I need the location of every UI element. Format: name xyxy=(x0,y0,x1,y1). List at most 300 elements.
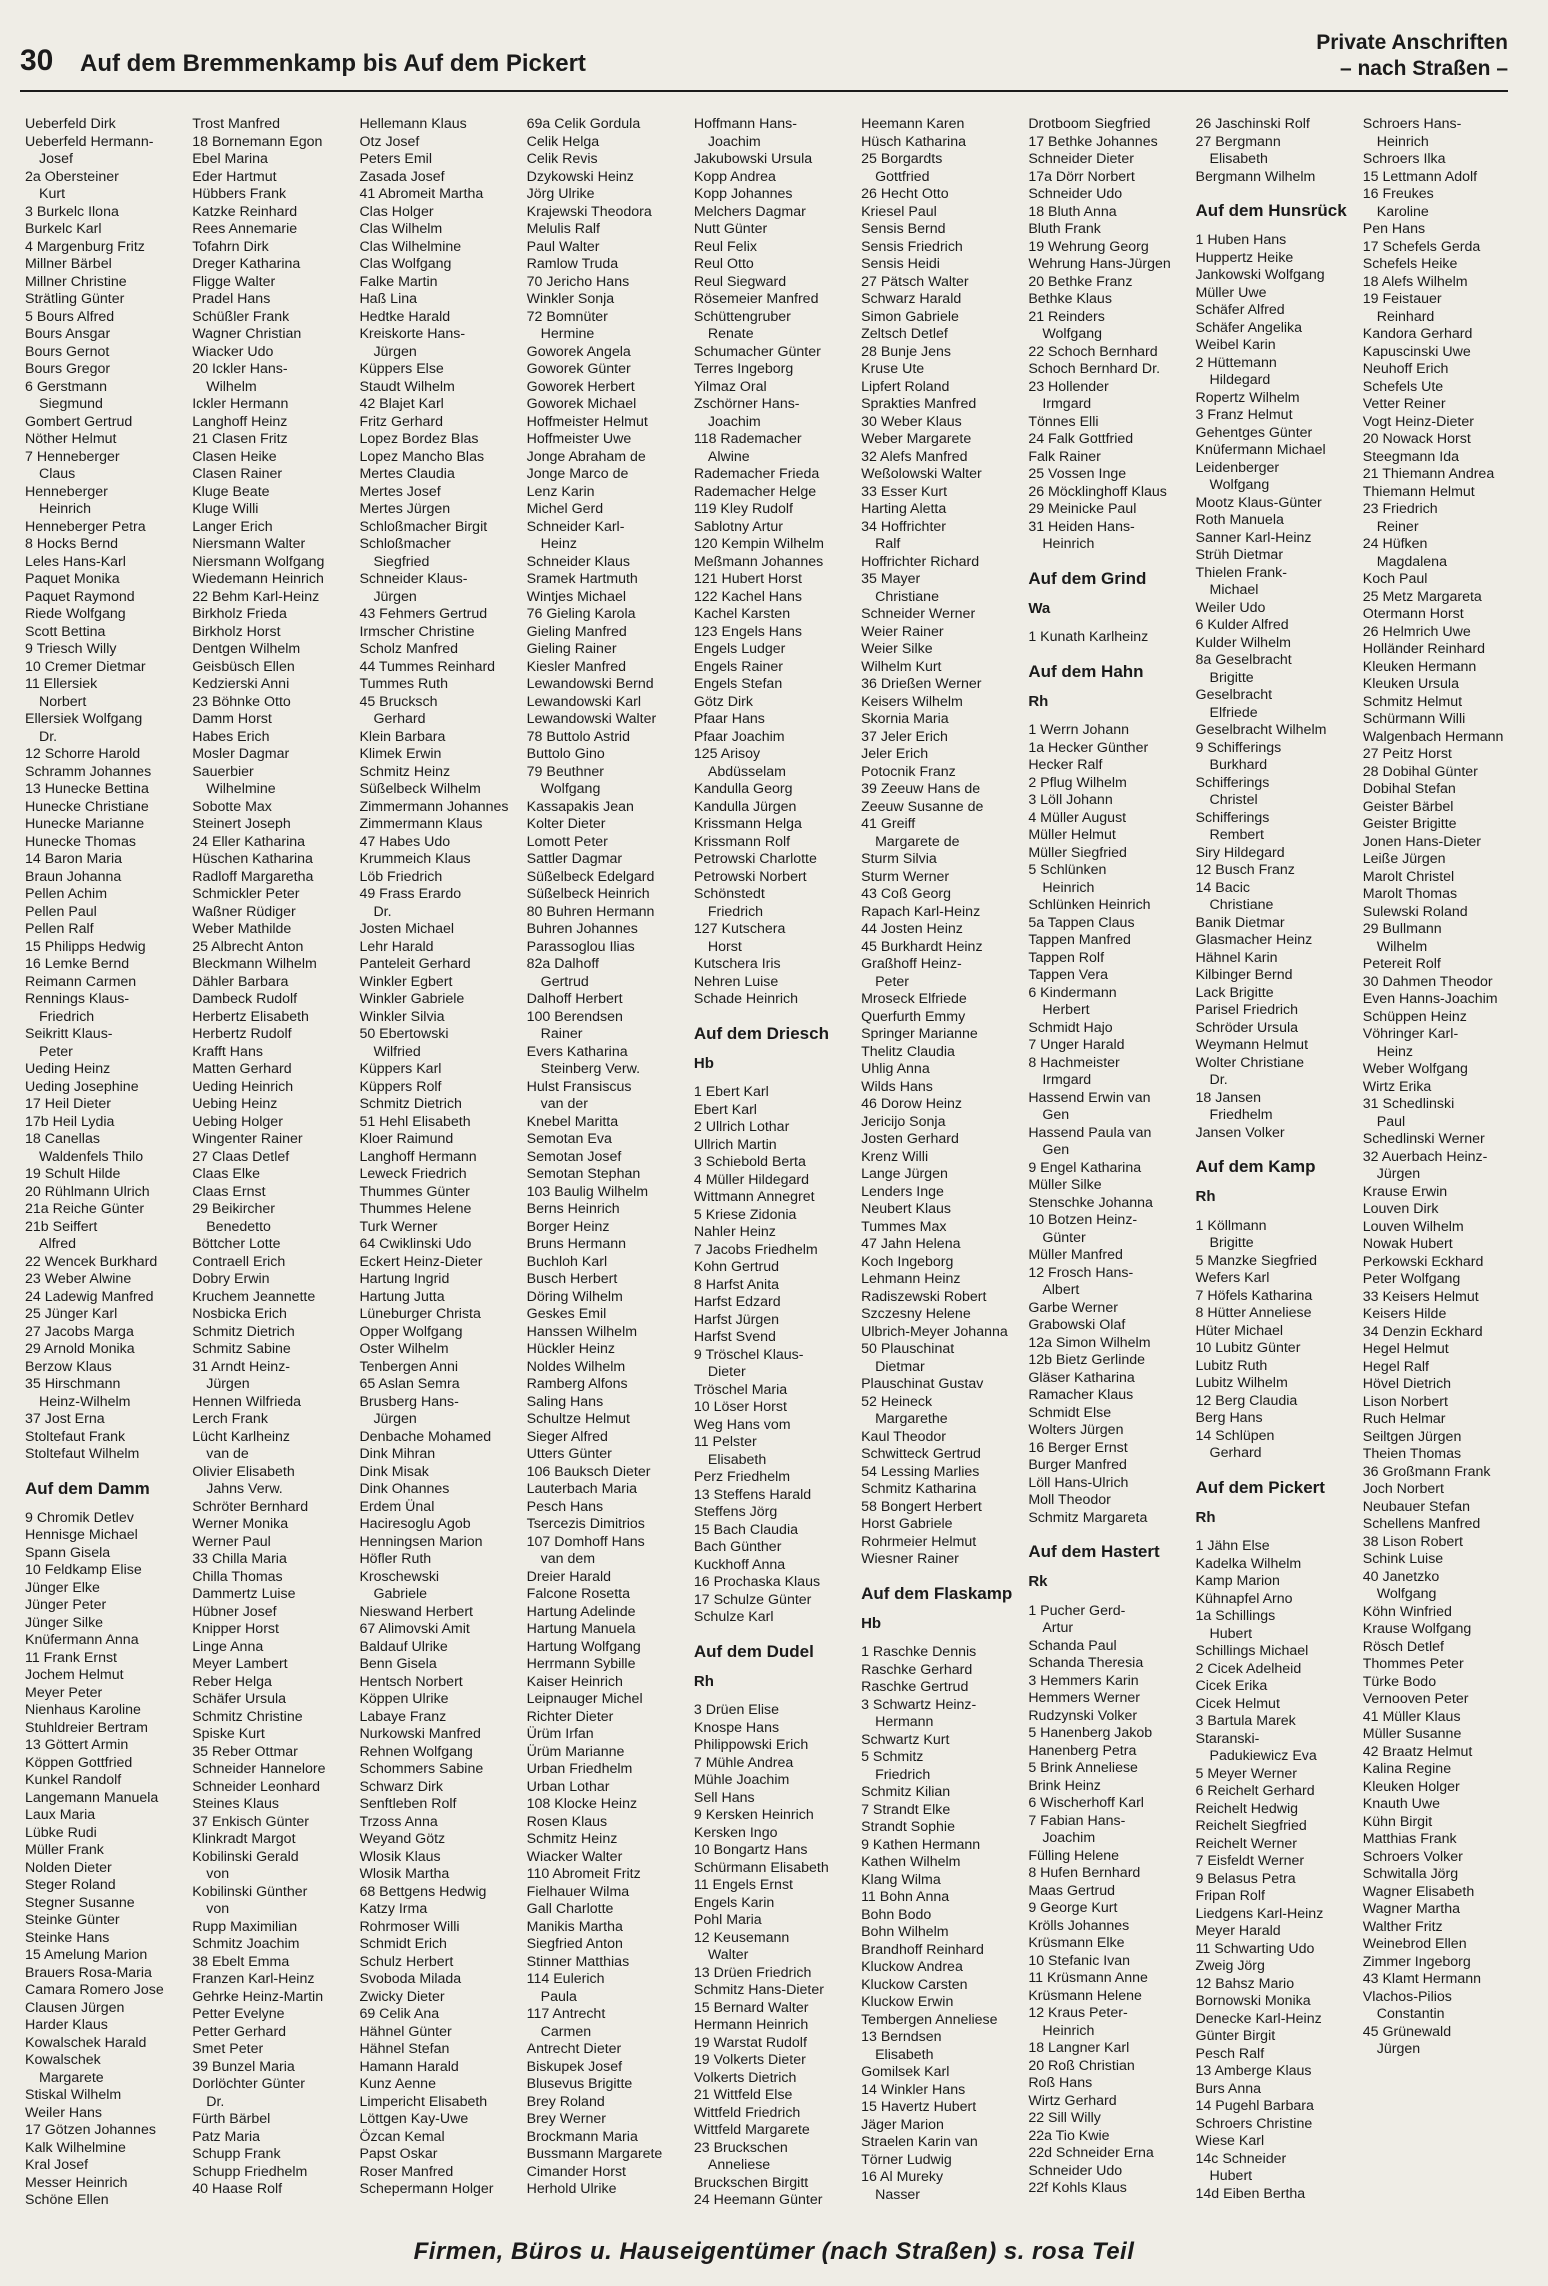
resident-name: Rennings Klaus- xyxy=(25,991,130,1007)
resident-entry xyxy=(359,991,514,1009)
resident-name: Svoboda Milada xyxy=(359,1971,462,1987)
resident-entry xyxy=(192,326,347,344)
resident-name: Klang Wilma xyxy=(861,1871,941,1888)
resident-entry xyxy=(192,501,347,519)
resident-entry xyxy=(861,361,1016,379)
resident-entry xyxy=(1196,1358,1351,1376)
resident-entry xyxy=(527,729,682,747)
resident-name: Staudt Wilhelm xyxy=(359,378,455,395)
resident-name: Claas Ernst xyxy=(192,1183,266,1200)
resident-entry xyxy=(861,1784,1016,1802)
resident-entry xyxy=(359,1796,514,1814)
resident-entry xyxy=(192,1656,347,1674)
resident-name: Müller Siegfried xyxy=(1028,844,1127,861)
resident-name: Schroers Volker xyxy=(1362,1848,1463,1865)
resident-name: 11 Bohn Anna xyxy=(861,1889,950,1905)
resident-name: Roth Manuela xyxy=(1195,512,1284,528)
resident-entry xyxy=(192,1919,347,1937)
resident-name: Schlünken Heinrich xyxy=(1028,897,1151,913)
resident-name: 5 Manzke Siegfried xyxy=(1195,1252,1317,1269)
resident-entry xyxy=(1028,827,1183,845)
resident-name: 4 Müller Hildegard xyxy=(693,1171,810,1188)
resident-entry xyxy=(1028,2093,1183,2111)
resident-name-continuation: Hubert xyxy=(1209,2168,1253,2184)
street-heading: Auf dem Flaskamp xyxy=(861,1583,1013,1603)
resident-name: Josten Gerhard xyxy=(861,1131,959,1147)
resident-name: Biskupek Josef xyxy=(526,2058,623,2075)
resident-entry xyxy=(527,991,682,1009)
resident-entry xyxy=(527,1709,682,1727)
resident-entry xyxy=(359,1604,514,1622)
resident-entry xyxy=(359,956,514,974)
resident-name: Nutt Günter xyxy=(693,221,768,237)
resident-entry xyxy=(1028,204,1183,222)
resident-entry xyxy=(192,1341,347,1359)
resident-entry xyxy=(359,1761,514,1779)
resident-entry xyxy=(1028,845,1183,863)
resident-name: Jörg Ulrike xyxy=(526,186,595,202)
resident-entry xyxy=(1363,501,1518,536)
resident-name: Schloßmacher Birgit xyxy=(359,518,488,535)
resident-entry xyxy=(25,291,180,309)
resident-name: 12 Bahsz Mario xyxy=(1195,1975,1295,1992)
resident-entry xyxy=(25,326,180,344)
resident-entry xyxy=(1196,442,1351,460)
resident-entry xyxy=(1196,512,1351,530)
resident-entry xyxy=(1028,1813,1183,1848)
resident-name: Schmitz Hans-Dieter xyxy=(693,1982,824,1998)
resident-entry xyxy=(1363,1814,1518,1832)
resident-name: Schanda Paul xyxy=(1028,1637,1117,1654)
resident-entry xyxy=(359,466,514,484)
resident-name-continuation: Dr. xyxy=(373,903,392,920)
resident-name: Zeltsch Detlef xyxy=(861,326,948,342)
resident-name: 76 Gieling Karola xyxy=(526,606,636,622)
resident-name-continuation: Constantin xyxy=(1376,2006,1445,2022)
resident-entry xyxy=(1196,1410,1351,1428)
resident-entry xyxy=(359,1131,514,1149)
resident-name: 2 Pflug Wilhelm xyxy=(1028,774,1127,791)
resident-name: 6 Kindermann xyxy=(1028,984,1117,1001)
resident-entry xyxy=(694,886,849,921)
resident-entry xyxy=(192,1726,347,1744)
resident-name: 4 Margenburg Fritz xyxy=(25,238,145,255)
resident-name: Dähler Barbara xyxy=(192,973,289,990)
resident-name: Hüter Michael xyxy=(1195,1322,1284,1339)
resident-name: Höfler Ruth xyxy=(359,1551,432,1567)
resident-name-continuation: Elisabeth xyxy=(875,2046,934,2063)
resident-entry xyxy=(1363,764,1518,782)
resident-entry xyxy=(25,1324,180,1342)
resident-name: 25 Albrecht Anton xyxy=(192,938,304,955)
resident-entry xyxy=(861,1464,1016,1482)
resident-name: Uebing Holger xyxy=(192,1113,283,1130)
resident-entry xyxy=(1028,1638,1183,1656)
resident-name: Schäfer Alfred xyxy=(1195,302,1285,318)
resident-name: Kobilinski Gerald xyxy=(192,1848,299,1865)
resident-name: Gieling Rainer xyxy=(526,641,617,657)
resident-entry xyxy=(1028,2040,1183,2058)
resident-entry xyxy=(25,309,180,327)
resident-entry xyxy=(861,1044,1016,1062)
resident-name: Knüfermann Michael xyxy=(1195,442,1326,458)
resident-name: 24 Falk Gottfried xyxy=(1028,431,1134,447)
resident-name: Kopp Andrea xyxy=(693,168,776,185)
resident-entry xyxy=(694,1790,849,1808)
resident-name: Jonge Marco de xyxy=(526,466,629,482)
resident-entry xyxy=(1028,274,1183,292)
resident-entry xyxy=(192,764,347,799)
resident-name: Bours Ansgar xyxy=(25,326,111,342)
resident-entry xyxy=(1196,1591,1351,1609)
resident-entry xyxy=(359,1726,514,1744)
resident-name-continuation: van der xyxy=(540,1096,588,1112)
street-heading: Auf dem Grind xyxy=(1028,568,1147,588)
resident-name: Krissmann Helga xyxy=(693,816,802,832)
resident-name: 15 Bernard Walter xyxy=(693,1999,809,2016)
resident-name: 39 Bunzel Maria xyxy=(192,2058,295,2075)
resident-name: 1 Huben Hans xyxy=(1195,232,1287,248)
resident-name: Sattler Dagmar xyxy=(526,851,623,867)
resident-entry xyxy=(25,1755,180,1773)
resident-name: Törner Ludwig xyxy=(861,2151,952,2168)
resident-entry xyxy=(694,1912,849,1930)
resident-entry xyxy=(192,1429,347,1464)
resident-entry xyxy=(25,1079,180,1097)
resident-entry xyxy=(527,1849,682,1867)
resident-name: 17 Bethke Johannes xyxy=(1028,133,1158,150)
resident-name: Uhlig Anna xyxy=(861,1061,930,1077)
resident-name: Rehnen Wolfgang xyxy=(359,1743,473,1760)
resident-name: Schmitz Katharina xyxy=(861,1481,977,1497)
resident-entry xyxy=(1363,1009,1518,1027)
resident-entry xyxy=(25,1527,180,1545)
resident-entry xyxy=(1363,431,1518,449)
resident-entry xyxy=(861,2152,1016,2170)
resident-entry xyxy=(861,1907,1016,1925)
resident-name-continuation: von xyxy=(206,1866,230,1882)
resident-name: 38 Ebelt Emma xyxy=(192,1953,290,1970)
resident-entry xyxy=(1363,1359,1518,1377)
street-heading: Auf dem Hunsrück xyxy=(1195,201,1347,220)
resident-name: Trost Manfred xyxy=(192,116,280,132)
resident-name: Hähnel Stefan xyxy=(359,2041,450,2057)
resident-name: Tummes Ruth xyxy=(359,676,448,692)
resident-name: Kuckhoff Anna xyxy=(693,1556,786,1573)
resident-name: 18 Bornemann Egon xyxy=(192,133,323,150)
resident-entry xyxy=(694,379,849,397)
resident-name: Brockmann Maria xyxy=(526,2128,638,2145)
resident-name: Bruns Hermann xyxy=(526,1236,627,1252)
resident-entry xyxy=(359,1271,514,1289)
resident-name: 82a Dalhoff xyxy=(526,956,599,972)
resident-name: Kunkel Randolf xyxy=(25,1772,122,1788)
resident-name: Böttcher Lotte xyxy=(192,1236,281,1252)
resident-name-continuation: Burkhard xyxy=(1209,757,1268,773)
resident-name: 64 Cwiklinski Udo xyxy=(359,1236,472,1252)
resident-name: Hartung Adelinde xyxy=(526,1603,636,1620)
resident-name: Hecker Ralf xyxy=(1028,757,1103,773)
resident-name: Lipfert Roland xyxy=(861,378,950,395)
resident-entry xyxy=(527,1569,682,1587)
resident-name: Schupp Friedhelm xyxy=(192,2163,308,2180)
resident-name: Cimander Horst xyxy=(526,2163,626,2180)
resident-entry xyxy=(1028,116,1183,134)
resident-name: Hüschen Katharina xyxy=(192,851,313,867)
resident-entry xyxy=(359,1341,514,1359)
resident-name: 68 Bettgens Hedwig xyxy=(359,1883,487,1900)
resident-name: Küppers Else xyxy=(359,361,444,377)
resident-entry xyxy=(861,1254,1016,1272)
resident-entry xyxy=(1196,1393,1351,1411)
resident-name: Olivier Elisabeth xyxy=(192,1463,295,1480)
resident-entry xyxy=(1196,2133,1351,2151)
resident-name: Marolt Christel xyxy=(1362,868,1455,885)
resident-name: Staranski- xyxy=(1195,1730,1260,1747)
resident-entry xyxy=(861,396,1016,414)
resident-name: Zimmermann Johannes xyxy=(359,798,509,815)
resident-entry xyxy=(1028,810,1183,828)
resident-name: Bours Gregor xyxy=(25,361,111,377)
resident-entry xyxy=(527,501,682,519)
resident-entry xyxy=(527,1656,682,1674)
resident-name: Strüh Dietmar xyxy=(1195,547,1284,563)
resident-entry xyxy=(359,921,514,939)
resident-name: Lücht Karlheinz xyxy=(192,1428,291,1445)
resident-entry xyxy=(861,1837,1016,1855)
resident-entry xyxy=(359,134,514,152)
resident-name: 3 Drüen Elise xyxy=(693,1702,780,1718)
resident-name: Petereit Rolf xyxy=(1362,956,1441,972)
resident-entry xyxy=(192,1674,347,1692)
resident-entry xyxy=(25,1947,180,1965)
resident-name: Krummeich Klaus xyxy=(359,851,471,867)
resident-name-continuation: Heinz xyxy=(540,536,577,552)
resident-name: 13 Berndsen xyxy=(861,2029,942,2045)
resident-name: 2a Obersteiner xyxy=(25,168,119,185)
resident-entry xyxy=(359,746,514,764)
resident-name: Millner Christine xyxy=(25,273,127,290)
resident-entry xyxy=(359,1954,514,1972)
resident-name: Labaye Franz xyxy=(359,1708,447,1725)
resident-name: 19 Wehrung Georg xyxy=(1028,238,1149,255)
resident-name: Scott Bettina xyxy=(25,623,106,640)
resident-entry xyxy=(359,1219,514,1237)
resident-name: Schmidt Erich xyxy=(359,1936,447,1952)
resident-name-continuation: Heinz xyxy=(1376,1043,1414,1060)
resident-entry xyxy=(359,816,514,834)
resident-name: Wiesner Rainer xyxy=(861,1551,959,1567)
resident-entry xyxy=(25,1166,180,1184)
resident-entry xyxy=(527,1411,682,1429)
resident-name: Buttolo Gino xyxy=(526,746,605,762)
resident-name-continuation: Jahns Verw. xyxy=(206,1481,283,1497)
resident-name: Stiskal Wilhelm xyxy=(25,2087,122,2103)
resident-name: Süßelbeck Edelgard xyxy=(526,868,655,885)
resident-name: Pellen Paul xyxy=(25,903,97,920)
resident-name: Berg Hans xyxy=(1195,1410,1263,1426)
resident-entry xyxy=(694,1154,849,1172)
resident-name: Busch Herbert xyxy=(526,1271,618,1287)
resident-name-continuation: Heinz-Wilhelm xyxy=(39,1393,131,1410)
resident-name: Schmitz Heinz xyxy=(359,763,451,780)
resident-entry xyxy=(1363,921,1518,956)
resident-entry xyxy=(1363,1341,1518,1359)
resident-name: Gehrke Heinz-Martin xyxy=(192,1988,324,2005)
resident-name: Jonen Hans-Dieter xyxy=(1362,833,1482,850)
resident-entry xyxy=(1363,904,1518,922)
resident-name: Knüfermann Anna xyxy=(25,1632,139,1648)
resident-entry xyxy=(1028,1970,1183,1988)
resident-entry xyxy=(1028,1020,1183,1038)
resident-entry xyxy=(527,1359,682,1377)
resident-entry xyxy=(1363,1411,1518,1429)
resident-name: Langemann Manuela xyxy=(25,1789,159,1806)
resident-name-continuation: van dem xyxy=(540,1551,596,1567)
resident-name: Chilla Thomas xyxy=(192,1568,283,1585)
resident-entry xyxy=(1196,1218,1351,1253)
resident-entry xyxy=(25,606,180,624)
resident-name: Ickler Hermann xyxy=(192,396,289,412)
resident-name: 54 Lessing Marlies xyxy=(861,1463,980,1480)
resident-entry xyxy=(527,1901,682,1919)
resident-name: Tenbergen Anni xyxy=(359,1358,459,1375)
resident-entry xyxy=(192,711,347,729)
resident-name: 16 Al Mureky xyxy=(861,2169,944,2185)
resident-name: Clas Wilhelmine xyxy=(359,238,462,255)
resident-name-continuation: Magdalena xyxy=(1376,553,1447,570)
resident-entry xyxy=(1363,1429,1518,1447)
resident-entry xyxy=(192,1114,347,1132)
resident-entry xyxy=(694,851,849,869)
resident-name: Kluge Willi xyxy=(192,501,259,517)
resident-name: 13 Hunecke Bettina xyxy=(25,781,149,797)
resident-name: Perkowski Eckhard xyxy=(1362,1253,1484,1270)
resident-name-continuation: Paula xyxy=(540,1988,577,2005)
resident-entry xyxy=(527,519,682,554)
resident-name: Stoltefaut Frank xyxy=(25,1428,126,1445)
resident-entry xyxy=(192,309,347,327)
resident-name: Hentsch Norbert xyxy=(359,1673,463,1690)
resident-name: Dentgen Wilhelm xyxy=(192,641,301,657)
resident-entry xyxy=(25,1685,180,1703)
resident-entry xyxy=(1363,466,1518,484)
resident-name: Hübner Josef xyxy=(192,1603,277,1620)
resident-name: 1 Jähn Else xyxy=(1195,1538,1270,1554)
resident-name: Kleuken Hermann xyxy=(1362,658,1477,675)
resident-entry xyxy=(1028,1475,1183,1493)
resident-entry xyxy=(1196,1643,1351,1661)
resident-name: Fielhauer Wilma xyxy=(526,1883,630,1900)
resident-entry xyxy=(25,1306,180,1324)
resident-entry xyxy=(861,886,1016,904)
resident-name: Szczesny Helene xyxy=(861,1306,971,1322)
resident-entry xyxy=(861,2082,1016,2100)
resident-entry xyxy=(861,799,1016,817)
resident-name: Thelitz Claudia xyxy=(861,1043,955,1060)
resident-name: Smet Peter xyxy=(192,2041,264,2057)
resident-entry xyxy=(1196,1836,1351,1854)
resident-name: 17a Dörr Norbert xyxy=(1028,168,1135,185)
resident-name: Even Hanns-Joachim xyxy=(1362,991,1498,1007)
district-code: Rk xyxy=(1028,1573,1048,1590)
resident-name: Rohrmeier Helmut xyxy=(861,1533,977,1550)
resident-entry xyxy=(192,1604,347,1622)
resident-entry xyxy=(694,396,849,431)
resident-name: Berns Heinrich xyxy=(526,1201,620,1217)
resident-name: Kassapakis Jean xyxy=(526,798,634,815)
resident-name: Bruckschen Birgitt xyxy=(693,2174,809,2191)
resident-entry xyxy=(861,816,1016,851)
resident-name: Kreiskorte Hans- xyxy=(359,326,466,342)
resident-name-continuation: Dr. xyxy=(1209,1072,1228,1088)
resident-entry xyxy=(861,1959,1016,1977)
resident-name: 16 Freukes xyxy=(1362,186,1434,202)
resident-entry xyxy=(1196,1713,1351,1731)
resident-entry xyxy=(25,431,180,449)
resident-name: Müller Susanne xyxy=(1362,1726,1462,1742)
resident-entry xyxy=(1363,1604,1518,1622)
resident-entry xyxy=(1196,1270,1351,1288)
resident-entry xyxy=(192,151,347,169)
resident-name: 20 Roß Christian xyxy=(1028,2057,1135,2074)
resident-entry xyxy=(359,2111,514,2129)
resident-entry xyxy=(359,1989,514,2007)
resident-name: Geister Bärbel xyxy=(1362,798,1454,815)
resident-name: 26 Möcklinghoff Klaus xyxy=(1028,483,1167,500)
resident-name: Schürmann Elisabeth xyxy=(693,1859,829,1876)
resident-name: Liedgens Karl-Heinz xyxy=(1195,1905,1324,1922)
resident-entry xyxy=(359,1866,514,1884)
resident-entry xyxy=(1196,565,1351,600)
resident-name: Hellemann Klaus xyxy=(359,116,467,132)
resident-entry xyxy=(694,676,849,694)
resident-entry xyxy=(192,396,347,414)
resident-name: Hückler Heinz xyxy=(526,1341,615,1357)
resident-name: Schade Heinrich xyxy=(693,991,798,1007)
resident-entry xyxy=(527,1691,682,1709)
resident-entry xyxy=(25,1341,180,1359)
resident-entry xyxy=(192,431,347,449)
resident-name: Moll Theodor xyxy=(1028,1492,1111,1508)
resident-name: Meyer Harald xyxy=(1195,1923,1281,1939)
resident-name-continuation: Elfriede xyxy=(1209,704,1258,721)
resident-entry xyxy=(1028,1195,1183,1213)
resident-name: Schulze Karl xyxy=(693,1609,774,1625)
resident-name: Winkler Sonja xyxy=(526,291,615,307)
resident-entry xyxy=(527,676,682,694)
resident-entry xyxy=(1363,1551,1518,1569)
resident-name: Langhoff Heinz xyxy=(192,413,288,430)
resident-entry xyxy=(861,1499,1016,1517)
resident-name: Clas Wolfgang xyxy=(359,256,452,272)
district-code: Hb xyxy=(861,1614,882,1632)
resident-entry xyxy=(861,1114,1016,1132)
resident-entry xyxy=(1196,722,1351,740)
resident-entry xyxy=(1196,2151,1351,2186)
resident-entry xyxy=(694,1242,849,1260)
resident-name: Jünger Elke xyxy=(25,1579,100,1596)
resident-name: 23 Weber Alwine xyxy=(25,1271,132,1287)
resident-entry xyxy=(25,2017,180,2035)
resident-entry xyxy=(1196,617,1351,635)
resident-entry xyxy=(1028,1125,1183,1160)
resident-name: Sieger Alfred xyxy=(526,1428,608,1445)
resident-entry xyxy=(694,1557,849,1575)
resident-name: Geister Brigitte xyxy=(1362,816,1457,832)
resident-name: Sobotte Max xyxy=(192,798,272,815)
resident-entry xyxy=(359,519,514,537)
